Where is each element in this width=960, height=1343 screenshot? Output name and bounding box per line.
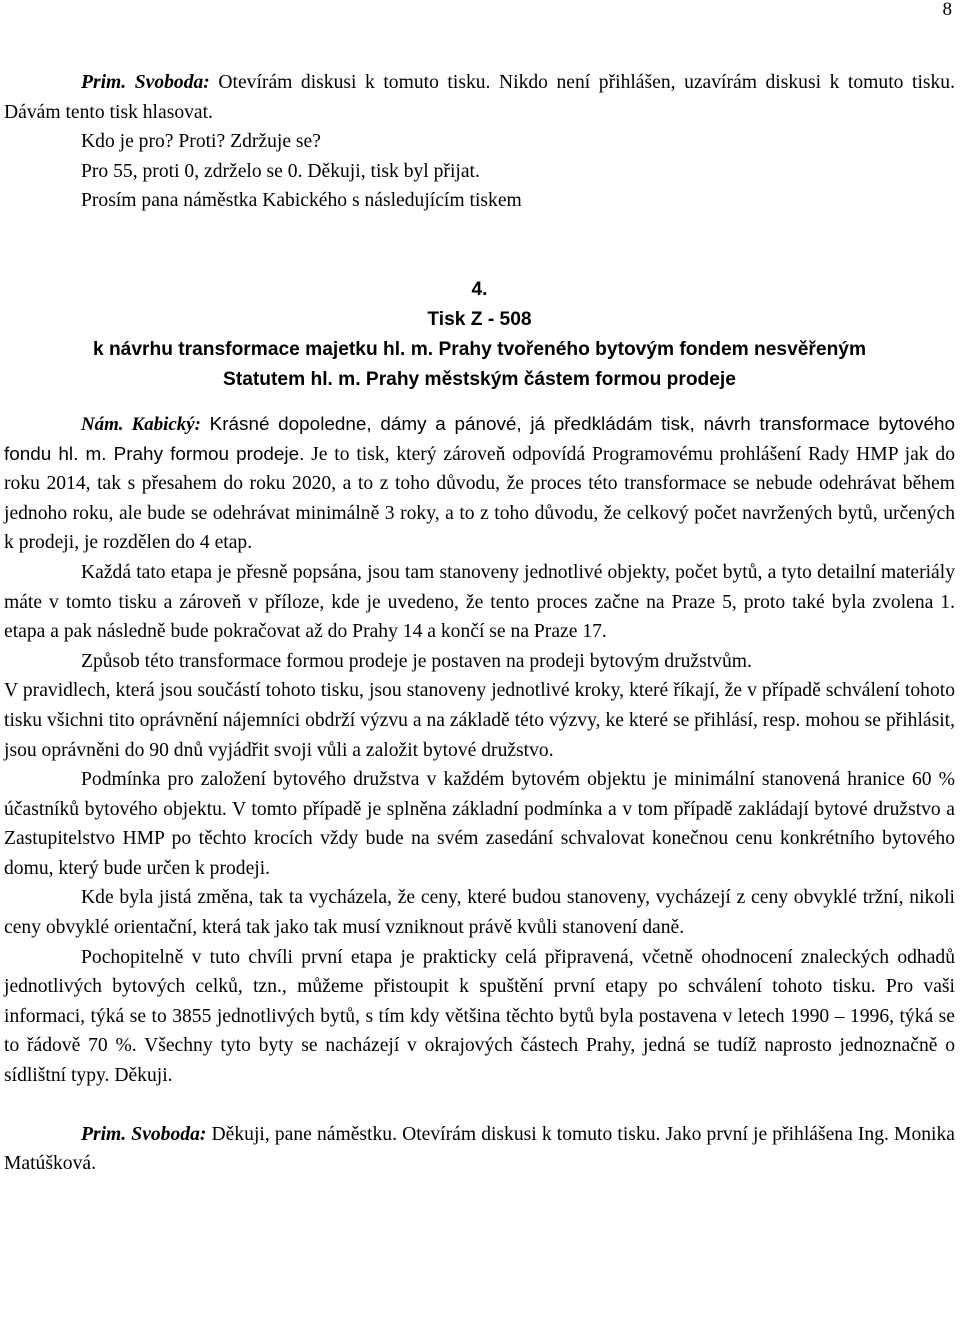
speaker-label: Nám. Kabický: — [81, 413, 201, 435]
paragraph-prvni-etapa: Pochopitelně v tuto chvíli první etapa je prakticky celá připravená, včetně ohodnocení znaleckých odhadů jednotlivých bytových celků, tzn., můžeme přistoupit k spuštění první etapy po schválení tohoto tisku. Pro vaši informaci, týká se to 3855 jednotlivých bytů, s tím kdy většina těchto bytů byla postavena v letech 1990 – 1996, týká se to řádově 70 %. Všechny tyto byty se nacházejí v okrajových částech Prahy, jedná se tudíž naprosto jednoznačně o sídlištní typy. Děkuji. — [4, 946, 955, 1087]
paragraph-vote-result: Pro 55, proti 0, zdrželo se 0. Děkuji, tisk byl přijat. — [81, 160, 480, 182]
speech-text: Otevírám diskusi k tomuto tisku. Nikdo není přihlášen, uzavírám diskusi k tomuto tisku. Dávám tento tisk hlasovat. — [4, 72, 956, 123]
speech-text-cont: Je to tisk, který zároveň odpovídá Programovému prohlášení Rady HMP jak do roku 2014, tak s přesahem do roku 2020, a to z toho důvodu, že proces této transformace se nebude odehrávat během jednoho roku, ale bude se odehrávat minimálně 3 roky, a to z toho důvodu, že celkový počet navržených bytů, určených k prodeji, je rozdělen do 4 etap. — [4, 443, 955, 554]
paragraph-next-speaker: Prosím pana náměstka Kabického s následujícím tiskem — [81, 190, 522, 212]
paragraph-pravidla: V pravidlech, která jsou součástí tohoto tisku, jsou stanoveny jednotlivé kroky, které říkají, že v případě schválení tohoto tisku všichni tito oprávnění nájemníci obdrží výzvu a na základě této výzvy, ke které se přihlásí, resp. mohou se přihlásit, jsou oprávněni do 90 dnů vyjádřit svoji vůli a založit bytové družstvo. — [4, 680, 955, 761]
agenda-heading — [4, 275, 955, 395]
paragraph-kabicky-1 — [4, 410, 955, 558]
paragraph-zpusob: Způsob této transformace formou prodeje je postaven na prodeji bytovým družstvům. — [81, 650, 752, 672]
agenda-number: 4. — [471, 278, 488, 300]
agenda-title-line2: Statutem hl. m. Prahy městským částem formou prodeje — [223, 368, 736, 390]
document-body — [4, 68, 955, 1179]
paragraph-etapy: Každá tato etapa je přesně popsána, jsou tam stanoveny jednotlivé objekty, počet bytů, a tyto detailní materiály máte v tomto tisku a zároveň v příloze, kde je uvedeno, že tento proces začne na Praze 5, proto také byla zvolena 1. etapa a pak následně bude pokračovat až do Prahy 14 a končí se na Praze 17. — [4, 561, 955, 643]
speech-text: Děkuji, pane náměstku. Otevírám diskusi k tomuto tisku. Jako první je přihlášena Ing. Monika Matúšková. — [4, 1123, 955, 1175]
paragraph-closing — [4, 1120, 955, 1179]
paragraph-opening — [4, 68, 955, 127]
speaker-label: Prim. Svoboda: — [81, 1123, 207, 1145]
page-number: 8 — [942, 0, 952, 20]
agenda-title-line1: k návrhu transformace majetku hl. m. Prahy tvořeného bytovým fondem nesvěřeným — [92, 338, 867, 360]
paragraph-podminka: Podmínka pro založení bytového družstva v každém bytovém objektu je minimální stanovená hranice 60 % účastníků bytového objektu. V tomto případě je splněna základní podmínka a v tom případě zakládají bytové družstvo a Zastupitelstvo HMP po těchto krocích vždy bude na svém zasedání schvalovat konečnou cenu konkrétního bytového domu, který bude určen k prodeji. — [4, 769, 955, 879]
paragraph-ceny: Kde byla jistá změna, tak ta vycházela, že ceny, které budou stanoveny, vycházejí z ceny obvyklé tržní, nikoli ceny obvyklé orientační, která tak jako tak musí vzniknout právě kvůli stanovení daně. — [4, 887, 955, 939]
agenda-tisk: Tisk Z - 508 — [427, 308, 532, 330]
speaker-label: Prim. Svoboda: — [81, 72, 210, 93]
paragraph-vote-call: Kdo je pro? Proti? Zdržuje se? — [81, 131, 321, 153]
speech-text: Krásné dopoledne, dámy a pánové, já předkládám tisk, návrh transformace bytového fondu hl. m. Prahy formou prodeje. — [4, 413, 955, 465]
